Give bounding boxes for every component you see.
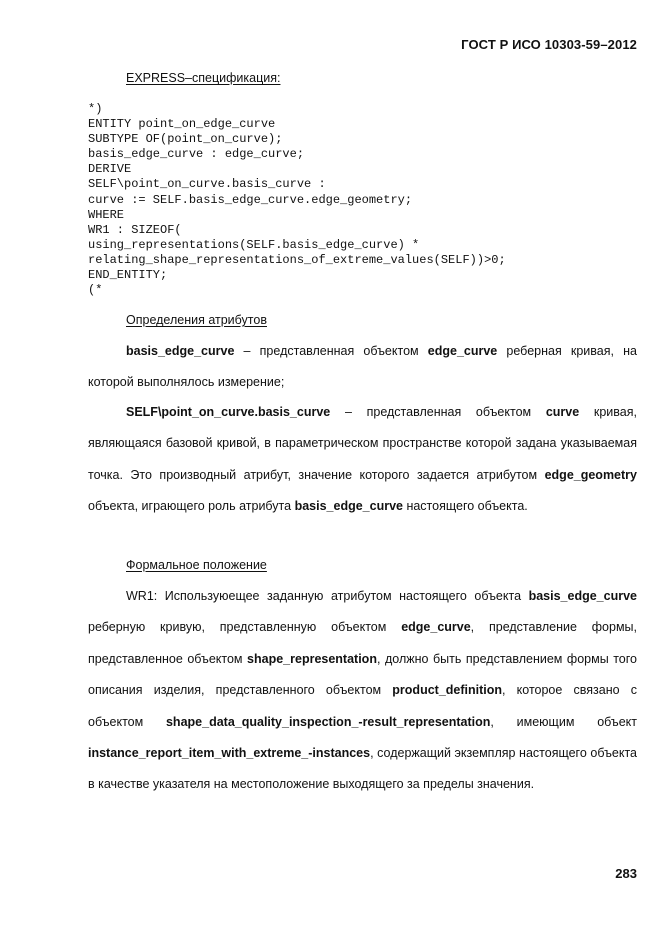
attr-term: SELF\point_on_curve.basis_curve xyxy=(126,405,331,419)
code-line: relating_shape_representations_of_extreme_values(SELF))>0; xyxy=(88,252,506,267)
code-line: *) xyxy=(88,102,103,116)
code-line: using_representations(SELF.basis_edge_curve) * xyxy=(88,237,420,252)
express-code-block xyxy=(88,102,506,298)
code-line: ENTITY point_on_edge_curve xyxy=(88,117,276,132)
code-line: WHERE xyxy=(88,207,125,222)
attribute-basis-curve: SELF\point_on_curve.basis_curve – представленная объектом curve кривая, являющаяся базовой кривой, в параметрическом пространстве которой задана указываемая точка. Это производный атрибут, значение которого задается атрибутом edge_geometry объекта, играющего роль атрибута basis_edge_curve настоящего объекта. xyxy=(88,405,637,514)
code-line: (* xyxy=(88,283,103,298)
attribute-basis-edge-curve: basis_edge_curve – представленная объектом edge_curve реберная кривая, на которой выполнялось измерение; xyxy=(88,344,637,390)
formal-proposition-title: Формальное положение xyxy=(126,558,267,572)
code-line: DERIVE xyxy=(88,162,132,177)
rule-wr1: WR1: Используюещее заданную атрибутом настоящего объекта basis_edge_curve реберную кривую, представленную объектом edge_curve, представление формы, представленное объектом shape_representation, должно быть представлением формы того описания изделия, представленного объектом product_definition, которое связано с объектом shape_data_quality_inspection_-result_representation, имеющим объект instance_report_item_with_extreme_-instances, содержащий экземпляр настоящего объекта в качестве указателя на местоположение выходящего за пределы значения. xyxy=(88,589,637,792)
attr-term: basis_edge_curve xyxy=(126,344,235,358)
code-line: SUBTYPE OF(point_on_curve); xyxy=(88,132,283,147)
code-line: basis_edge_curve : edge_curve; xyxy=(88,147,305,162)
code-line: SELF\point_on_curve.basis_curve : xyxy=(88,177,326,192)
page-header: ГОСТ Р ИСО 10303-59–2012 xyxy=(461,37,637,52)
code-line: END_ENTITY; xyxy=(88,268,168,283)
page-number: 283 xyxy=(615,866,637,881)
attribute-definitions-title: Определения атрибутов xyxy=(126,313,267,327)
code-line: WR1 : SIZEOF( xyxy=(88,222,182,237)
code-line: curve := SELF.basis_edge_curve.edge_geometry; xyxy=(88,192,413,207)
express-spec-title: EXPRESS–спецификация: xyxy=(126,71,281,85)
